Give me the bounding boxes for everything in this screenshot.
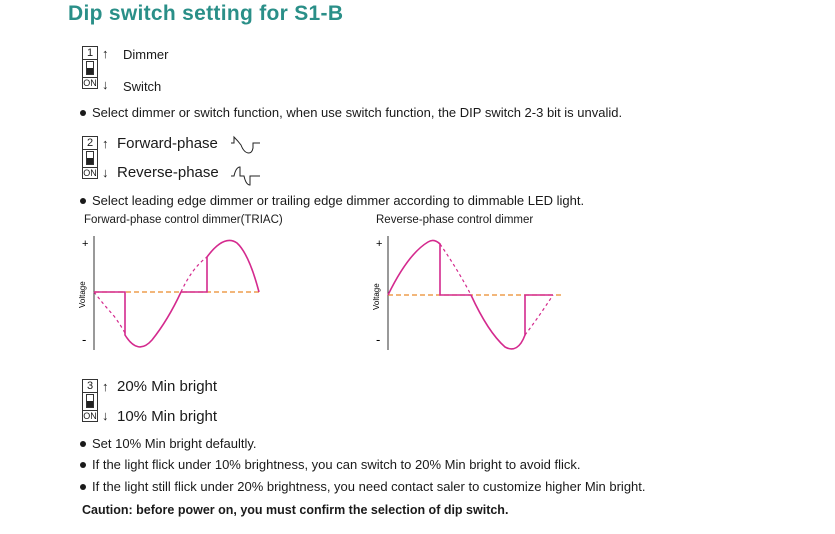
axis-minus-label: - xyxy=(82,332,87,347)
axis-plus-label: + xyxy=(82,238,89,250)
note-item: If the light flick under 10% brightness, you can switch to 20% Min bright to avoid flick. xyxy=(80,457,580,472)
dip-switch-2 xyxy=(82,136,98,179)
dip-switch-number: 2 xyxy=(83,137,97,150)
note-item: If the light still flick under 20% brightness, you need contact saler to customize higher Min bright. xyxy=(80,479,646,494)
arrow-down-icon: ↓ xyxy=(102,77,109,92)
dip-knob xyxy=(87,401,93,407)
dip3-up-label: 20% Min bright xyxy=(117,378,218,395)
dip1-note: Select dimmer or switch function, when use switch function, the DIP switch 2-3 bit is unvalid. xyxy=(80,105,622,120)
voltage-axis-label: Voltage xyxy=(372,283,381,310)
dip-on-label: ON xyxy=(83,168,97,178)
forward-phase-wave-icon xyxy=(230,135,262,155)
dip-switch-number: 3 xyxy=(83,380,97,393)
dip-on-label: ON xyxy=(83,78,97,88)
bullet-icon xyxy=(80,198,86,204)
waveform-cut-segment xyxy=(94,292,126,335)
dip-knob xyxy=(87,68,93,74)
waveform-cut-segment xyxy=(181,257,207,292)
bullet-icon xyxy=(80,110,86,116)
dip1-up-label: Dimmer xyxy=(123,47,169,62)
dip-on-label: ON xyxy=(83,411,97,421)
axis-plus-label: + xyxy=(376,238,383,250)
dip-knob xyxy=(87,158,93,164)
arrow-up-icon: ↑ xyxy=(102,136,109,151)
dip2-down-label: Reverse-phase xyxy=(117,164,219,181)
dip-switch-1 xyxy=(82,46,98,89)
waveform-line xyxy=(94,240,259,346)
waveform-cut-segment xyxy=(525,295,553,335)
dip-switch-number: 1 xyxy=(83,47,97,60)
dip3-down-label: 10% Min bright xyxy=(117,408,218,425)
dip2-note: Select leading edge dimmer or trailing edge dimmer according to dimmable LED light. xyxy=(80,193,584,208)
dip1-down-label: Switch xyxy=(123,79,162,94)
forward-phase-caption: Forward-phase control dimmer(TRIAC) xyxy=(84,214,283,226)
reverse-phase-waveform-diagram xyxy=(368,232,568,357)
caution-text: Caution: before power on, you must confirm the selection of dip switch. xyxy=(82,503,509,517)
reverse-phase-wave-icon xyxy=(230,165,262,187)
arrow-down-icon: ↓ xyxy=(102,408,109,423)
arrow-up-icon: ↑ xyxy=(102,379,109,394)
waveform-cut-segment xyxy=(440,244,471,295)
forward-phase-waveform-diagram xyxy=(74,232,274,357)
arrow-up-icon: ↑ xyxy=(102,46,109,61)
dip-switch-3 xyxy=(82,379,98,422)
note-item: Set 10% Min bright defaultly. xyxy=(80,436,257,451)
bullet-icon xyxy=(80,484,86,490)
page-title: Dip switch setting for S1-B xyxy=(68,2,344,25)
axis-minus-label: - xyxy=(376,332,381,347)
bullet-icon xyxy=(80,462,86,468)
dip2-up-label: Forward-phase xyxy=(117,135,218,152)
reverse-phase-caption: Reverse-phase control dimmer xyxy=(376,214,534,226)
bullet-icon xyxy=(80,441,86,447)
voltage-axis-label: Voltage xyxy=(78,281,87,308)
arrow-down-icon: ↓ xyxy=(102,165,109,180)
